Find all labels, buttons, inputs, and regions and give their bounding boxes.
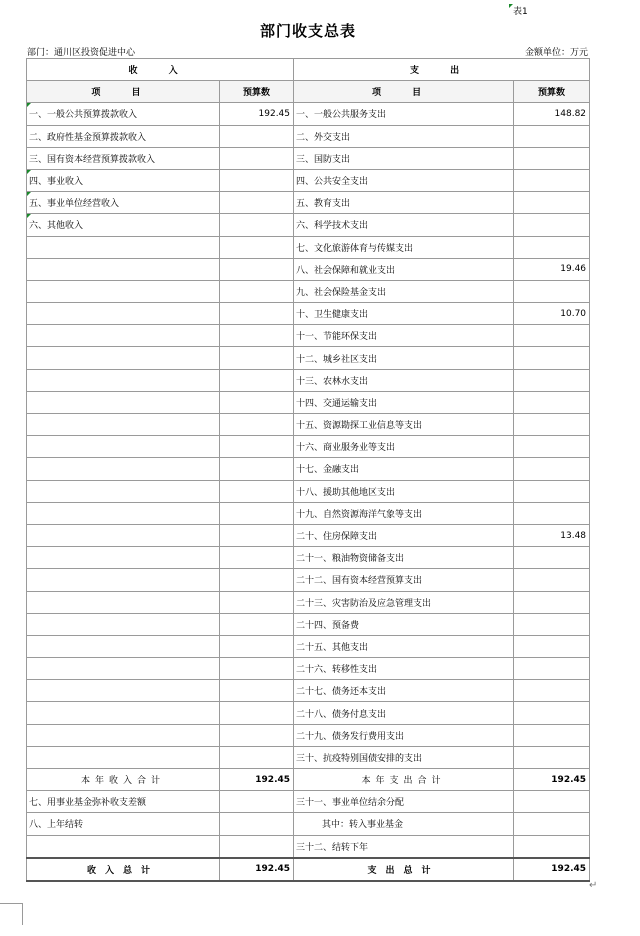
income-item-cell — [27, 524, 220, 546]
page-title: 部门收支总表 — [259, 22, 356, 40]
expense-value-cell — [514, 391, 590, 413]
cell-flag-icon — [27, 192, 31, 196]
department-label: 部门：通川区投资促进中心 — [27, 48, 136, 58]
table-number-text: 表1 — [513, 7, 528, 17]
income-item-cell — [27, 613, 220, 635]
income-item-cell: 二、政府性基金预算拨款收入 — [27, 125, 220, 147]
income-item-cell — [27, 414, 220, 436]
income-total-label: 收入总计 — [27, 858, 220, 881]
table-row — [27, 791, 590, 813]
expense-value-cell — [514, 547, 590, 569]
expense-total-value: 192.45 — [514, 858, 590, 881]
grand-total-row — [27, 858, 590, 881]
expense-budget-header: 预算数 — [514, 81, 590, 103]
income-value-cell — [220, 236, 294, 258]
income-value-cell — [220, 502, 294, 524]
income-item-cell: 六、其他收入 — [27, 214, 220, 236]
income-value-cell — [220, 280, 294, 302]
budget-summary-table — [26, 58, 590, 882]
income-value-cell — [220, 569, 294, 591]
income-value-cell — [220, 658, 294, 680]
table-row — [27, 569, 590, 591]
income-value-cell — [220, 524, 294, 546]
expense-value-cell — [514, 791, 590, 813]
income-item-cell — [27, 591, 220, 613]
income-item-cell — [27, 347, 220, 369]
income-item-cell — [27, 236, 220, 258]
expense-item-cell: 二十、住房保障支出 — [294, 524, 514, 546]
income-total-value: 192.45 — [220, 769, 294, 791]
income-item-cell — [27, 480, 220, 502]
income-item-cell — [27, 724, 220, 746]
expense-value-cell — [514, 658, 590, 680]
expense-total-value: 192.45 — [514, 769, 590, 791]
expense-item-cell: 五、教育支出 — [294, 192, 514, 214]
table-row — [27, 214, 590, 236]
income-value-cell — [220, 147, 294, 169]
table-row — [27, 369, 590, 391]
income-item-cell — [27, 835, 220, 858]
income-value-cell — [220, 369, 294, 391]
income-item-cell — [27, 702, 220, 724]
table-row — [27, 702, 590, 724]
expense-value-cell — [514, 125, 590, 147]
table-row — [27, 813, 590, 835]
expense-item-cell: 二十九、债务发行费用支出 — [294, 724, 514, 746]
table-row — [27, 502, 590, 524]
expense-item-cell: 三十、抗疫特别国债安排的支出 — [294, 746, 514, 768]
comment-flag-icon — [509, 4, 513, 8]
table-row — [27, 835, 590, 858]
income-value-cell — [220, 746, 294, 768]
income-item-cell: 七、用事业基金弥补收支差额 — [27, 791, 220, 813]
income-value-cell: 192.45 — [220, 103, 294, 125]
income-value-cell — [220, 702, 294, 724]
income-item-cell — [27, 658, 220, 680]
table-row — [27, 458, 590, 480]
expense-value-cell — [514, 192, 590, 214]
expense-item-cell: 二十六、转移性支出 — [294, 658, 514, 680]
cell-flag-icon — [27, 170, 31, 174]
table-row — [27, 414, 590, 436]
expense-item-cell: 二十一、粮油物资储备支出 — [294, 547, 514, 569]
expense-item-cell: 十三、农林水支出 — [294, 369, 514, 391]
expense-value-cell — [514, 458, 590, 480]
paragraph-mark-icon: ↵ — [589, 880, 598, 891]
expense-item-cell: 十六、商业服务业等支出 — [294, 436, 514, 458]
income-item-cell: 八、上年结转 — [27, 813, 220, 835]
table-row — [27, 103, 590, 125]
income-value-cell — [220, 613, 294, 635]
income-item-cell — [27, 436, 220, 458]
expense-value-cell: 10.70 — [514, 303, 590, 325]
expense-value-cell — [514, 169, 590, 191]
group-header-row — [27, 59, 590, 81]
table-row — [27, 746, 590, 768]
income-item-cell — [27, 502, 220, 524]
expense-item-cell: 十二、城乡社区支出 — [294, 347, 514, 369]
income-value-cell — [220, 547, 294, 569]
expense-value-cell — [514, 147, 590, 169]
expense-value-cell — [514, 214, 590, 236]
expense-item-cell: 一、一般公共服务支出 — [294, 103, 514, 125]
income-item-cell — [27, 547, 220, 569]
income-item-cell — [27, 325, 220, 347]
income-item-cell — [27, 569, 220, 591]
income-group-header: 收 入 — [27, 59, 294, 81]
expense-value-cell — [514, 613, 590, 635]
expense-item-cell: 二十七、债务还本支出 — [294, 680, 514, 702]
expense-value-cell: 13.48 — [514, 524, 590, 546]
table-row — [27, 347, 590, 369]
expense-item-cell: 十九、自然资源海洋气象等支出 — [294, 502, 514, 524]
income-item-header: 项 目 — [27, 81, 220, 103]
margin-corner-mark-vertical — [22, 903, 23, 925]
expense-value-cell — [514, 502, 590, 524]
table-row — [27, 680, 590, 702]
expense-value-cell — [514, 569, 590, 591]
year-total-row — [27, 769, 590, 791]
expense-value-cell — [514, 280, 590, 302]
income-value-cell — [220, 591, 294, 613]
income-item-cell: 一、一般公共预算拨款收入 — [27, 103, 220, 125]
table-row — [27, 724, 590, 746]
income-item-cell — [27, 369, 220, 391]
income-value-cell — [220, 724, 294, 746]
income-value-cell — [220, 391, 294, 413]
expense-item-cell: 十一、节能环保支出 — [294, 325, 514, 347]
margin-corner-mark — [0, 903, 22, 904]
income-value-cell — [220, 258, 294, 280]
income-value-cell — [220, 414, 294, 436]
income-value-cell — [220, 192, 294, 214]
expense-item-cell: 二十三、灾害防治及应急管理支出 — [294, 591, 514, 613]
income-item-cell: 五、事业单位经营收入 — [27, 192, 220, 214]
table-row — [27, 436, 590, 458]
income-item-cell: 三、国有资本经营预算拨款收入 — [27, 147, 220, 169]
expense-group-header: 支 出 — [294, 59, 590, 81]
expense-value-cell — [514, 635, 590, 657]
expense-item-cell: 十四、交通运输支出 — [294, 391, 514, 413]
expense-value-cell — [514, 813, 590, 835]
income-value-cell — [220, 303, 294, 325]
table-row — [27, 480, 590, 502]
income-value-cell — [220, 325, 294, 347]
expense-value-cell: 148.82 — [514, 103, 590, 125]
expense-item-cell: 三十一、事业单位结余分配 — [294, 791, 514, 813]
column-header-row — [27, 81, 590, 103]
expense-value-cell — [514, 347, 590, 369]
income-value-cell — [220, 214, 294, 236]
income-item-cell — [27, 746, 220, 768]
table-row — [27, 192, 590, 214]
income-item-cell: 四、事业收入 — [27, 169, 220, 191]
expense-total-label: 支出总计 — [294, 858, 514, 881]
unit-label: 金额单位：万元 — [524, 48, 588, 58]
table-row — [27, 524, 590, 546]
table-row — [27, 303, 590, 325]
expense-item-cell: 十五、资源勘探工业信息等支出 — [294, 414, 514, 436]
expense-value-cell — [514, 746, 590, 768]
expense-item-cell: 二十四、预备费 — [294, 613, 514, 635]
expense-item-cell: 二十二、国有资本经营预算支出 — [294, 569, 514, 591]
table-row — [27, 147, 590, 169]
table-row — [27, 591, 590, 613]
income-item-cell — [27, 635, 220, 657]
expense-item-cell: 二十八、债务付息支出 — [294, 702, 514, 724]
income-value-cell — [220, 125, 294, 147]
income-value-cell — [220, 436, 294, 458]
income-budget-header: 预算数 — [220, 81, 294, 103]
table-row — [27, 280, 590, 302]
expense-item-cell: 四、公共安全支出 — [294, 169, 514, 191]
expense-value-cell — [514, 436, 590, 458]
table-row — [27, 169, 590, 191]
expense-value-cell — [514, 680, 590, 702]
table-row — [27, 391, 590, 413]
expense-value-cell — [514, 702, 590, 724]
income-item-cell — [27, 391, 220, 413]
expense-item-cell: 三十二、结转下年 — [294, 835, 514, 858]
expense-item-cell: 八、社会保障和就业支出 — [294, 258, 514, 280]
table-row — [27, 613, 590, 635]
expense-value-cell — [514, 724, 590, 746]
table-row — [27, 325, 590, 347]
income-value-cell — [220, 458, 294, 480]
expense-item-cell: 十七、金融支出 — [294, 458, 514, 480]
expense-item-cell: 十、卫生健康支出 — [294, 303, 514, 325]
expense-value-cell — [514, 835, 590, 858]
expense-item-cell: 九、社会保险基金支出 — [294, 280, 514, 302]
income-item-cell — [27, 303, 220, 325]
table-row — [27, 258, 590, 280]
expense-item-header: 项 目 — [294, 81, 514, 103]
expense-item-cell: 二、外交支出 — [294, 125, 514, 147]
income-value-cell — [220, 791, 294, 813]
income-value-cell — [220, 347, 294, 369]
expense-value-cell — [514, 414, 590, 436]
table-row — [27, 658, 590, 680]
income-value-cell — [220, 813, 294, 835]
income-total-label: 本年收入合计 — [27, 769, 220, 791]
expense-item-cell: 六、科学技术支出 — [294, 214, 514, 236]
income-total-value: 192.45 — [220, 858, 294, 881]
expense-item-cell: 七、文化旅游体育与传媒支出 — [294, 236, 514, 258]
expense-value-cell: 19.46 — [514, 258, 590, 280]
expense-total-label: 本年支出合计 — [294, 769, 514, 791]
expense-value-cell — [514, 325, 590, 347]
cell-flag-icon — [27, 214, 31, 218]
table-number-label — [513, 4, 528, 17]
expense-value-cell — [514, 236, 590, 258]
income-item-cell — [27, 458, 220, 480]
table-row — [27, 125, 590, 147]
expense-item-cell: 二十五、其他支出 — [294, 635, 514, 657]
expense-item-cell: 三、国防支出 — [294, 147, 514, 169]
expense-value-cell — [514, 480, 590, 502]
income-value-cell — [220, 635, 294, 657]
income-value-cell — [220, 480, 294, 502]
income-value-cell — [220, 680, 294, 702]
income-item-cell — [27, 680, 220, 702]
income-value-cell — [220, 835, 294, 858]
income-value-cell — [220, 169, 294, 191]
expense-value-cell — [514, 591, 590, 613]
income-item-cell — [27, 280, 220, 302]
expense-value-cell — [514, 369, 590, 391]
expense-item-cell: 其中：转入事业基金 — [294, 813, 514, 835]
income-item-cell — [27, 258, 220, 280]
table-row — [27, 635, 590, 657]
table-body — [27, 59, 590, 881]
expense-item-cell: 十八、援助其他地区支出 — [294, 480, 514, 502]
cell-flag-icon — [27, 103, 31, 107]
table-row — [27, 236, 590, 258]
table-row — [27, 547, 590, 569]
